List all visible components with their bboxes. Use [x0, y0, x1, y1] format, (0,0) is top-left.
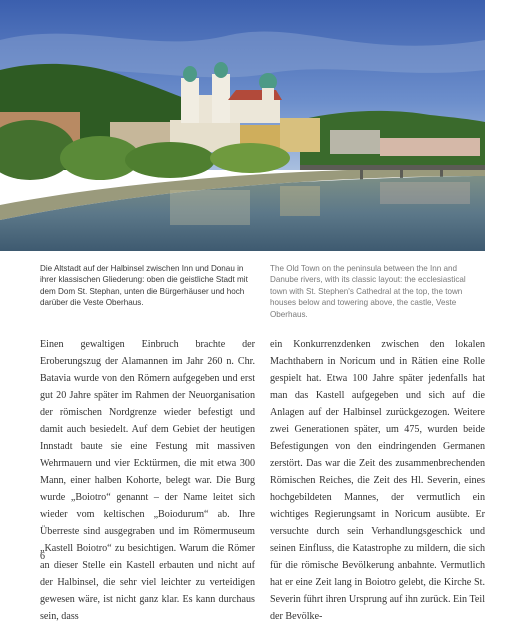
body-text-right-column: ein Konkurrenzdenken zwischen den lokalen Machthabern in Noricum und in Rätien eine Rolle gespielt hat. Etwa 100 Jahre später jedenfalls hat man das Kastell aufgegeben und sich auf die Anlagen auf der Halbinsel zurückgezogen. Weitere zwei Generationen später, um 475, wurden beide Befestigungen von den eindringenden Germanen zerstört. Das war die Zeit des zusammenbrechenden Römischen Reiches, die Zeit des Hl. Severin, eines hochgebildeten Mannes, der vermutlich ein wichtiges Regierungsamt in Noricum ausübte. Er versuchte durch sein Verhandlungsgeschick und seinen Einfluss, die Katastrophe zu mildern, die sich für die römische Bevölkerung anbahnte. Vermutlich hat er eine Zeit lang in Boiotro gelebt, die Kirche St. Severin führt ihren Ursprung auf ihn zurück. Ein Teil der Bevölke-	[270, 339, 485, 622]
caption-english: The Old Town on the peninsula between the Inn and Danube rivers, with its classic layout: the ecclesiastical town with St. Stephen's Cathedral at the top, the town houses below and towering above, the castle, Veste Oberhaus.	[270, 264, 466, 319]
caption-german: Die Altstadt auf der Halbinsel zwischen Inn und Donau in ihrer klassischen Gliederung: oben die geistliche Stadt mit dem Dom St. Stephan, unten die Bürgerhäuser und hoch darüber die Veste Oberhaus.	[40, 264, 248, 308]
passau-old-town-photo	[0, 0, 485, 251]
body-text-left-column: Einen gewaltigen Einbruch brachte der Eroberungszug der Alamannen im Jahr 260 n. Chr. Batavia wurde von den Römern aufgegeben und erst gut 20 Jahre später im Rahmen der Neuorganisation der römischen Nordgrenze wieder befestigt und damit auch besiedelt. Auf dem Gebiet der heutigen Innstadt baute sie eine Festung mit massiven Wehrmauern und vier Ecktürmen, die mit etwa 300 Mann, einer halben Kohorte, belegt war. Die Burg wurde „Boiotro“ genannt – der Name leitet sich wieder vom keltischen „Boiodurum“ ab. Ihre Überreste sind ausgegraben und im Römermuseum „Kastell Boiotro“ zu besichtigen. Warum die Römer an dieser Stelle ein Kastell erbauten und nicht auf der Halbinsel, die sehr viel leichter zu verteidigen gewesen wäre, ist nicht ganz klar. Es kann durchaus sein, dass	[40, 339, 255, 622]
page-number: 6	[40, 551, 45, 562]
